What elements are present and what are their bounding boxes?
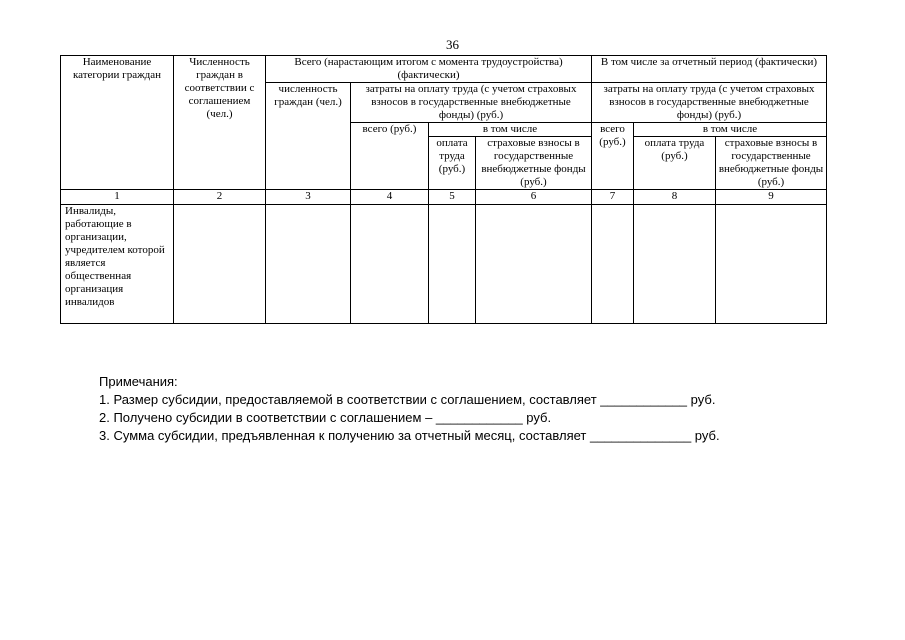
header-group-period: В том числе за отчетный период (фактически): [592, 56, 827, 83]
data-cell[interactable]: [592, 205, 634, 324]
data-cell[interactable]: [174, 205, 266, 324]
header-group-total: Всего (нарастающим итогом с момента трудоустройства) (фактически): [266, 56, 592, 83]
column-number: 2: [174, 190, 266, 205]
note-item: 1. Размер субсидии, предоставляемой в соответствии с соглашением, составляет ____________ руб.: [99, 392, 716, 407]
data-cell[interactable]: [716, 205, 827, 324]
header-category: Наименование категории граждан: [61, 56, 174, 190]
header-total-period: всего (руб.): [592, 123, 634, 190]
header-wages-period: оплата труда (руб.): [634, 137, 716, 190]
data-cell[interactable]: [429, 205, 476, 324]
data-cell[interactable]: [634, 205, 716, 324]
header-planned-count: Численность граждан в соответствии с соглашением (чел.): [174, 56, 266, 190]
notes-section: [99, 373, 819, 445]
column-number: 3: [266, 190, 351, 205]
column-number: 7: [592, 190, 634, 205]
header-labor-costs-total: затраты на оплату труда (с учетом страховых взносов в государственные внебюджетные фонды) (руб.): [351, 83, 592, 123]
notes-title: Примечания:: [99, 374, 178, 389]
column-number: 4: [351, 190, 429, 205]
column-number: 6: [476, 190, 592, 205]
header-labor-costs-period: затраты на оплату труда (с учетом страховых взносов в государственные внебюджетные фонды) (руб.): [592, 83, 827, 123]
column-number: 1: [61, 190, 174, 205]
data-cell[interactable]: [476, 205, 592, 324]
header-including-period: в том числе: [634, 123, 827, 137]
column-number: 8: [634, 190, 716, 205]
report-table: [60, 55, 827, 324]
header-wages-total: оплата труда (руб.): [429, 137, 476, 190]
category-name-cell: Инвалиды, работающие в организации, учредителем которой является общественная организация инвалидов: [61, 205, 174, 324]
table-row: [61, 205, 827, 324]
data-cell[interactable]: [351, 205, 429, 324]
data-cell[interactable]: [266, 205, 351, 324]
header-insurance-period: страховые взносы в государственные внебюджетные фонды (руб.): [716, 137, 827, 190]
column-number: 9: [716, 190, 827, 205]
note-item: 3. Сумма субсидии, предъявленная к получению за отчетный месяц, составляет ______________ руб.: [99, 428, 720, 443]
header-including-total: в том числе: [429, 123, 592, 137]
note-item: 2. Получено субсидии в соответствии с соглашением – ____________ руб.: [99, 410, 552, 425]
header-insurance-total: страховые взносы в государственные внебюджетные фонды (руб.): [476, 137, 592, 190]
column-number-row: [61, 190, 827, 205]
page-number: 36: [446, 37, 459, 52]
column-number: 5: [429, 190, 476, 205]
header-total-rub: всего (руб.): [351, 123, 429, 190]
header-actual-count: численность граждан (чел.): [266, 83, 351, 190]
